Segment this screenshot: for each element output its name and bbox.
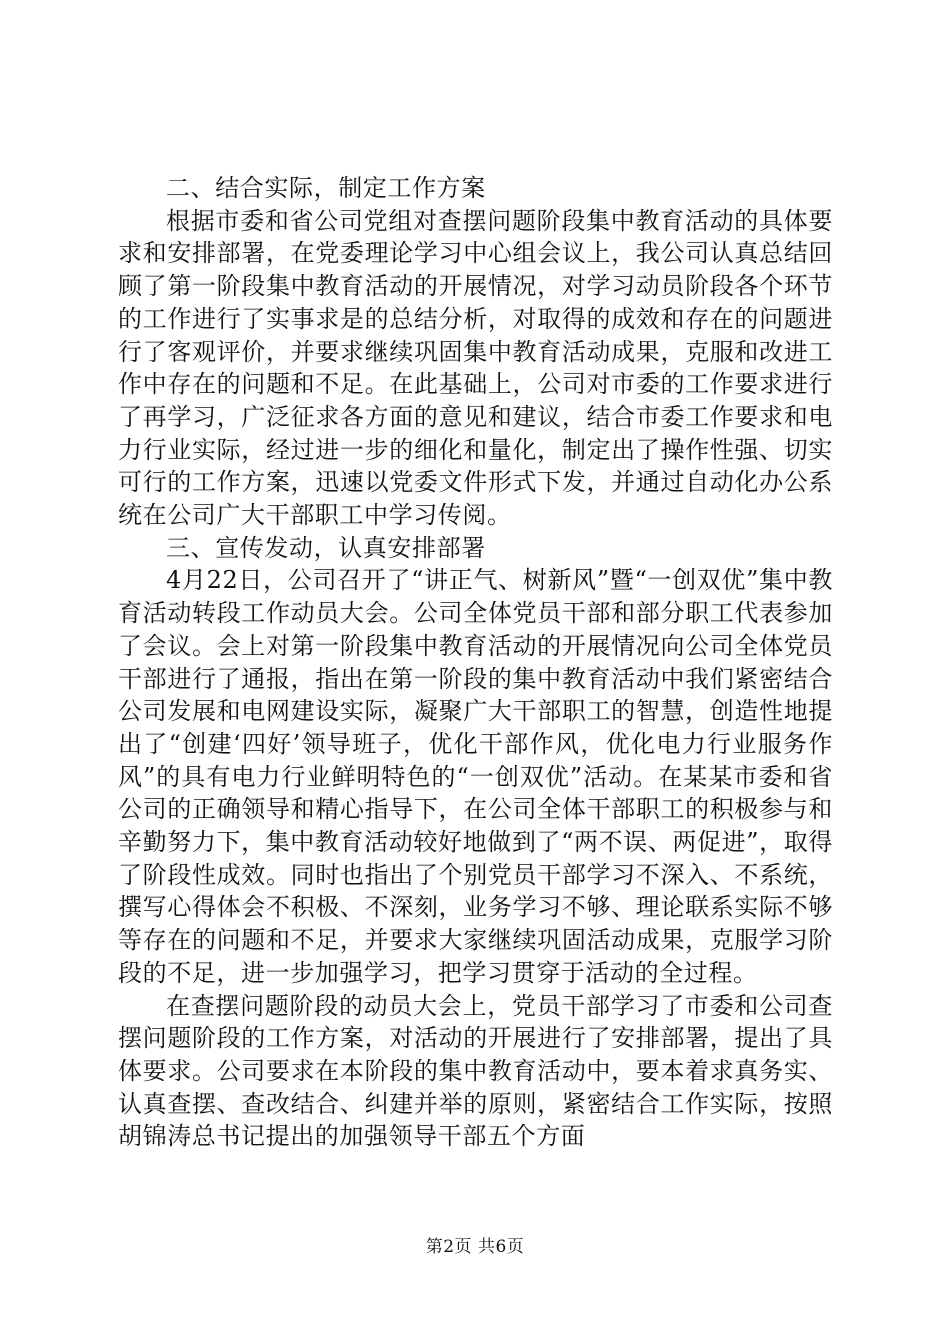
document-body <box>118 172 833 1153</box>
body-paragraph: 在查摆问题阶段的动员大会上，党员干部学习了市委和公司查摆问题阶段的工作方案，对活动的开展进行了安排部署，提出了具体要求。公司要求在本阶段的集中教育活动中，要本着求真务实、认真查摆、查改结合、纠建并举的原则，紧密结合工作实际，按照胡锦涛总书记提出的加强领导干部五个方面 <box>118 991 833 1151</box>
section-heading: 三、宣传发动，认真安排部署 <box>166 533 486 562</box>
body-paragraph: 根据市委和省公司党组对查摆问题阶段集中教育活动的具体要求和安排部署，在党委理论学习中心组会议上，我公司认真总结回顾了第一阶段集中教育活动的开展情况，对学习动员阶段各个环节的工作进行了实事求是的总结分析，对取得的成效和存在的问题进行了客观评价，并要求继续巩固集中教育活动成果，克服和改进工作中存在的问题和不足。在此基础上，公司对市委的工作要求进行了再学习，广泛征求各方面的意见和建议，结合市委工作要求和电力行业实际，经过进一步的细化和量化，制定出了操作性强、切实可行的工作方案，迅速以党委文件形式下发，并通过自动化办公系统在公司广大干部职工中学习传阅。 <box>118 206 833 530</box>
section-heading: 二、结合实际，制定工作方案 <box>166 174 486 202</box>
body-paragraph: 4月22日，公司召开了“讲正气、树新风”暨“一创双优”集中教育活动转段工作动员大会。公司全体党员干部和部分职工代表参加了会议。会上对第一阶段集中教育活动的开展情况向公司全体党员干部进行了通报，指出在第一阶段的集中教育活动中我们紧密结合公司发展和电网建设实际，凝聚广大干部职工的智慧，创造性地提出了“创建‘四好’领导班子，优化干部作风，优化电力行业服务作风”的具有电力行业鲜明特色的“一创双优”活动。在某某市委和省公司的正确领导和精心指导下，在公司全体干部职工的积极参与和辛勤努力下，集中教育活动较好地做到了“两不误、两促进”，取得了阶段性成效。同时也指出了个别党员干部学习不深入、不系统，撰写心得体会不积极、不深刻，业务学习不够、理论联系实际不够等存在的问题和不足，并要求大家继续巩固活动成果，克服学习阶段的不足，进一步加强学习，把学习贯穿于活动的全过程。 <box>118 566 833 987</box>
page-number-footer: 第2页 共6页 <box>425 1237 525 1257</box>
